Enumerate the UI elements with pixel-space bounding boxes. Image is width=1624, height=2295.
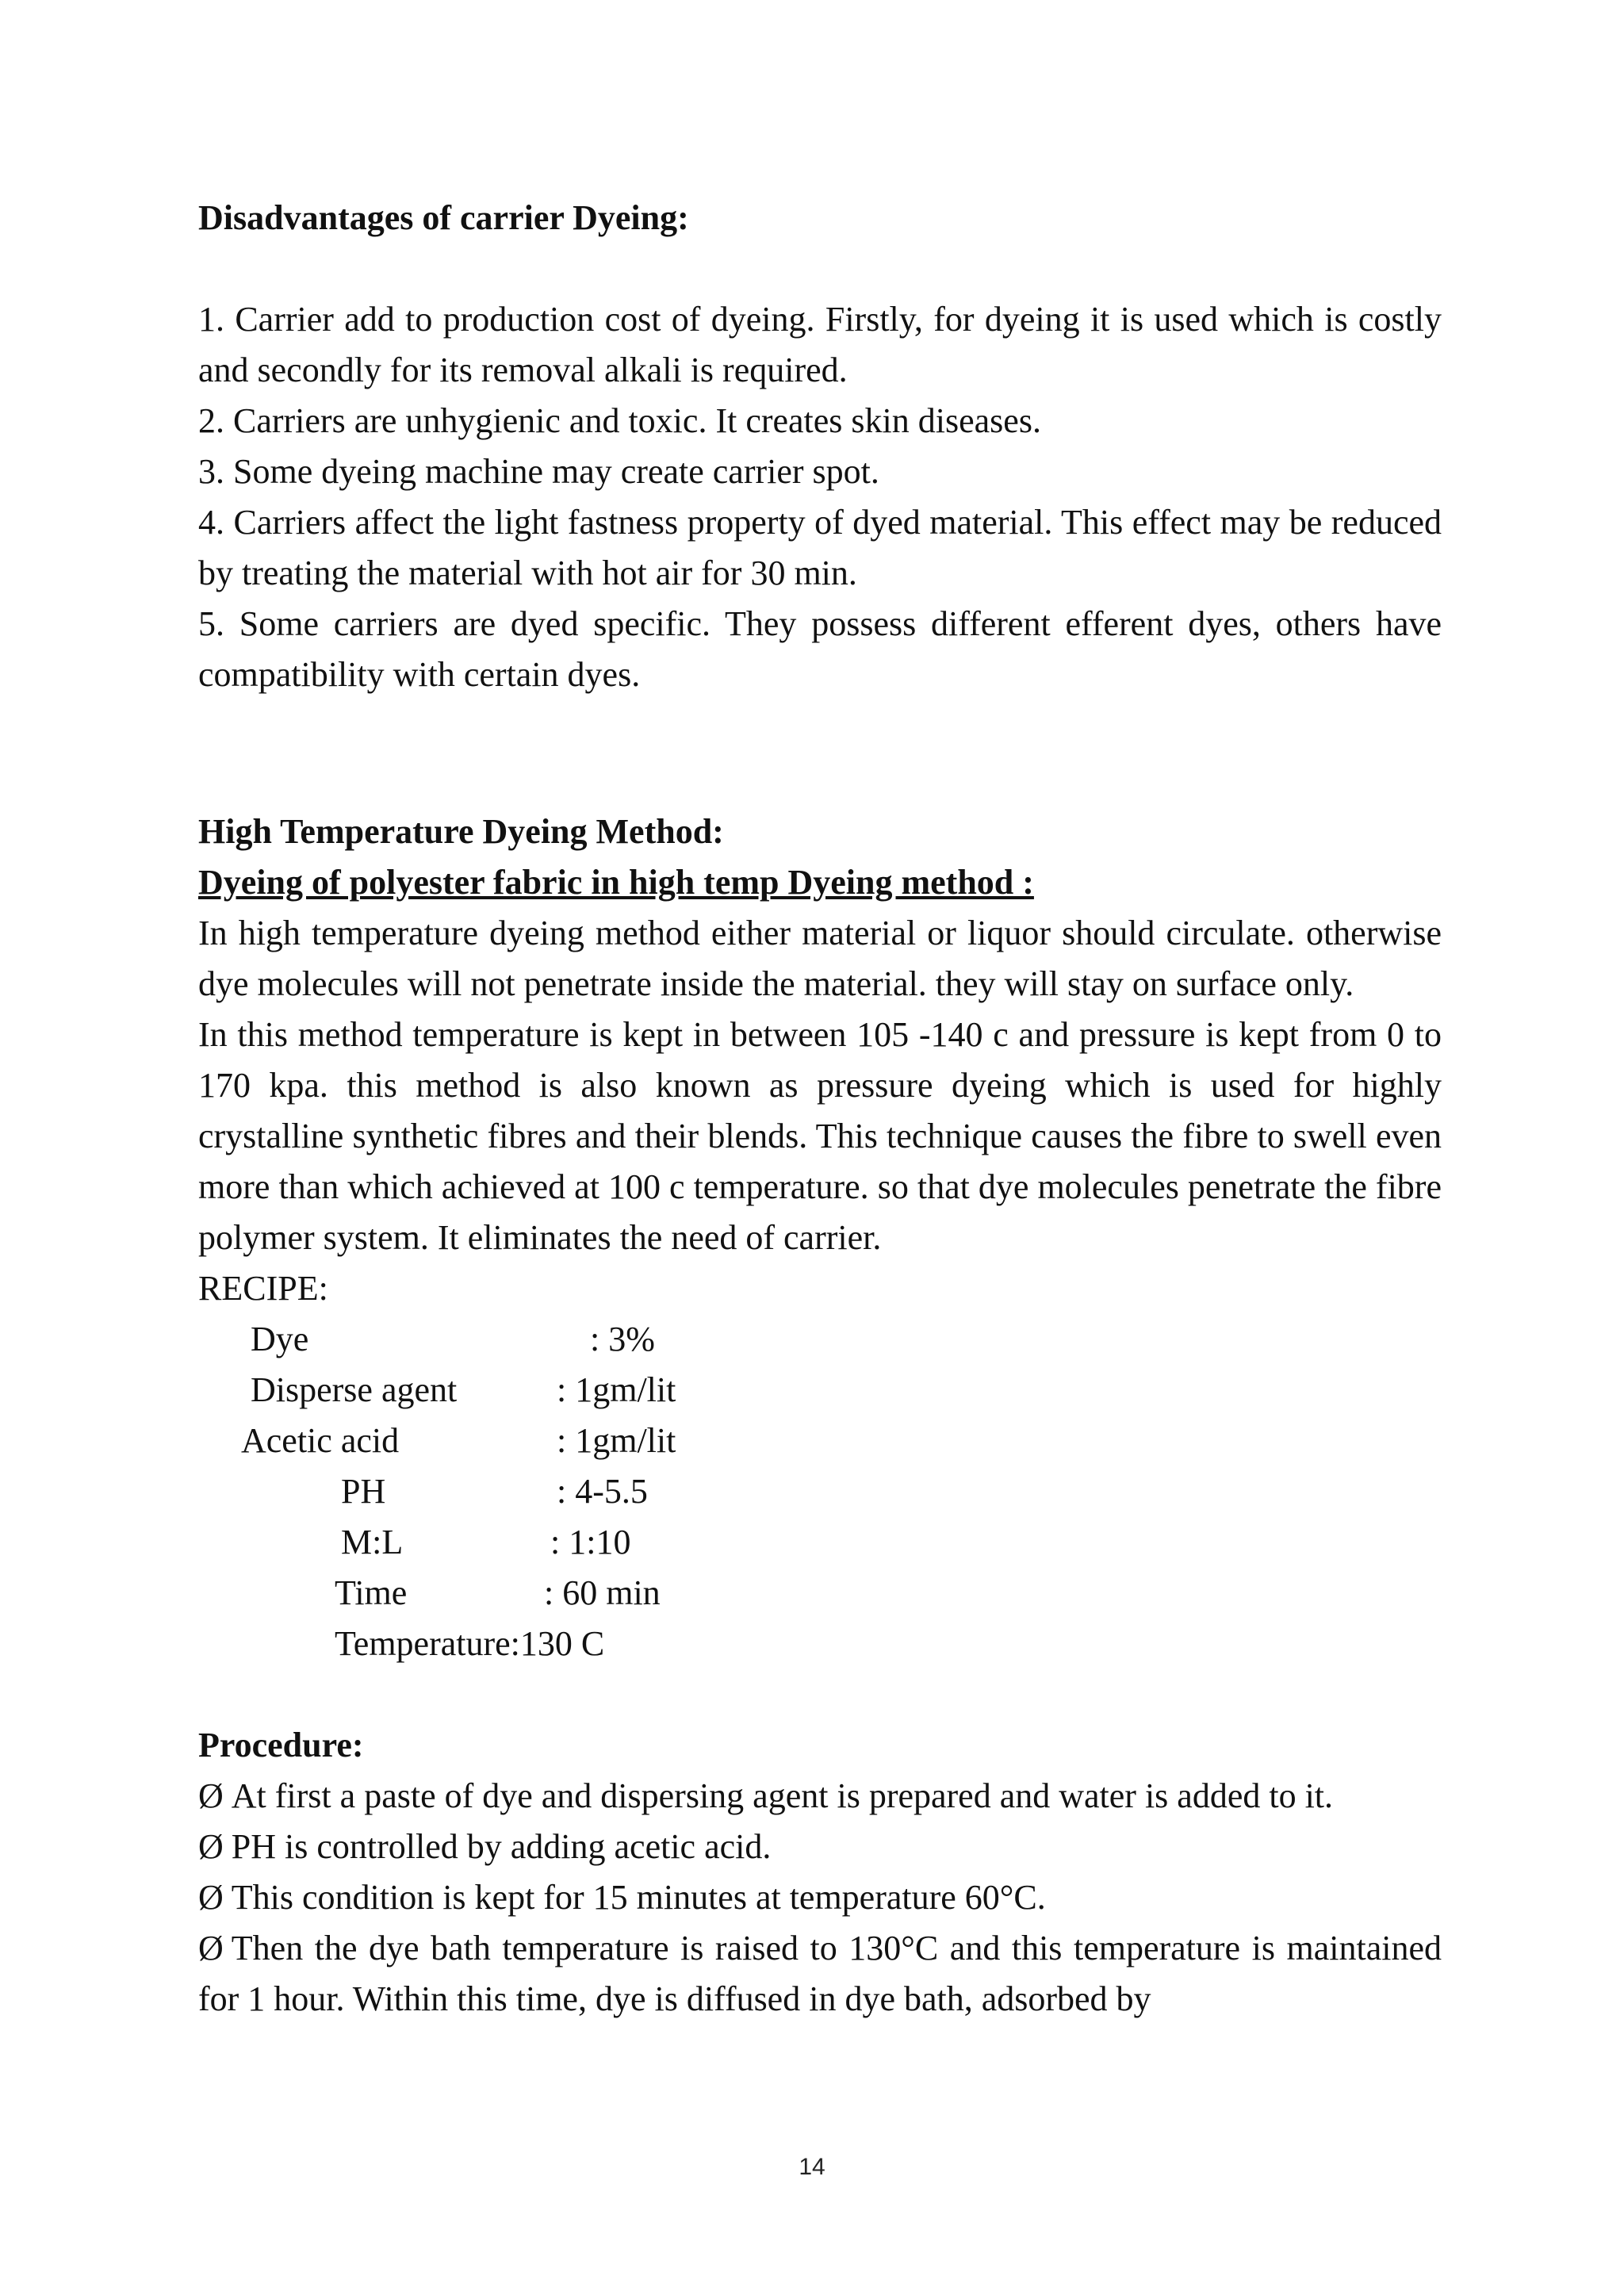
recipe-value-cell: : 1:10 — [550, 1523, 631, 1561]
carrier-disadvantages-list — [198, 294, 1442, 700]
recipe-row — [198, 1365, 1442, 1416]
ht-paragraph: In high temperature dyeing method either material or liquor should circulate. otherwise dye molecules will not penetrate inside the material. they will stay on surface only. — [198, 914, 1442, 1003]
carrier-disadvantages-heading: Disadvantages of carrier Dyeing: — [198, 198, 689, 237]
spacer — [198, 700, 1442, 807]
recipe-table — [198, 1314, 1442, 1669]
procedure-text: This condition is kept for 15 minutes at temperature 60°C. — [231, 1878, 1046, 1917]
recipe-label-cell: Acetic acid — [241, 1421, 400, 1460]
recipe-value-cell: : 1gm/lit — [557, 1370, 676, 1409]
list-item: 1. Carrier add to production cost of dyeing. Firstly, for dyeing it is used which is costly and secondly for its removal alkali is required. — [198, 300, 1442, 389]
recipe-row — [198, 1416, 1442, 1466]
recipe-row — [198, 1517, 1442, 1568]
recipe-label-cell: Temperature:130 C — [335, 1624, 605, 1663]
list-item: 5. Some carriers are dyed specific. They possess different efferent dyes, others have compatibility with certain dyes. — [198, 604, 1442, 694]
recipe-label: RECIPE: — [198, 1269, 328, 1308]
bullet-icon: Ø — [198, 1776, 224, 1815]
list-item — [198, 1771, 1442, 1822]
page-content — [198, 193, 1442, 2025]
list-item — [198, 1822, 1442, 1872]
spacer — [198, 1669, 1442, 1720]
list-item: 4. Carriers affect the light fastness property of dyed material. This effect may be reduced by treating the material with hot air for 30 min. — [198, 503, 1442, 592]
recipe-label-cell: PH — [341, 1472, 386, 1511]
procedure-text: At first a paste of dye and dispersing agent is prepared and water is added to it. — [231, 1776, 1334, 1815]
list-item — [198, 1872, 1442, 1923]
ht-method-heading: High Temperature Dyeing Method: — [198, 812, 724, 851]
bullet-icon: Ø — [198, 1929, 224, 1967]
recipe-value-cell: : 4-5.5 — [557, 1472, 648, 1511]
spacer — [198, 243, 1442, 294]
procedure-heading: Procedure: — [198, 1726, 364, 1764]
procedure-text: PH is controlled by adding acetic acid. — [231, 1827, 772, 1866]
recipe-row — [198, 1466, 1442, 1517]
recipe-row — [198, 1314, 1442, 1365]
bullet-icon: Ø — [198, 1878, 224, 1917]
procedure-text: Then the dye bath temperature is raised to 130°C and this temperature is maintained for 1 hour. Within this time, dye is diffused in dye bath, adsorbed by — [198, 1929, 1442, 2018]
recipe-label-cell: M:L — [341, 1523, 404, 1561]
recipe-value-cell: : 1gm/lit — [557, 1421, 676, 1460]
ht-method-subheading: Dyeing of polyester fabric in high temp Dyeing method : — [198, 863, 1034, 902]
recipe-row — [198, 1568, 1442, 1619]
recipe-label-cell: Dye — [251, 1320, 309, 1358]
list-item: 3. Some dyeing machine may create carrier spot. — [198, 452, 879, 491]
ht-paragraph: In this method temperature is kept in between 105 -140 c and pressure is kept from 0 to 170 kpa. this method is also known as pressure dyeing which is used for highly crystalline synthetic fibres and their blends. This technique causes the fibre to swell even more than which achieved at 100 c temperature. so that dye molecules penetrate the fibre polymer system. It eliminates the need of carrier. — [198, 1015, 1442, 1257]
recipe-label-cell: Time — [335, 1573, 408, 1612]
recipe-value-cell: : 60 min — [544, 1573, 661, 1612]
recipe-label-cell: Disperse agent — [251, 1370, 458, 1409]
procedure-list — [198, 1771, 1442, 2025]
list-item — [198, 1923, 1442, 2025]
page-number: 14 — [799, 2154, 825, 2180]
list-item: 2. Carriers are unhygienic and toxic. It creates skin diseases. — [198, 401, 1041, 440]
recipe-row — [198, 1619, 1442, 1669]
bullet-icon: Ø — [198, 1827, 224, 1866]
recipe-value-cell: : 3% — [590, 1320, 655, 1358]
